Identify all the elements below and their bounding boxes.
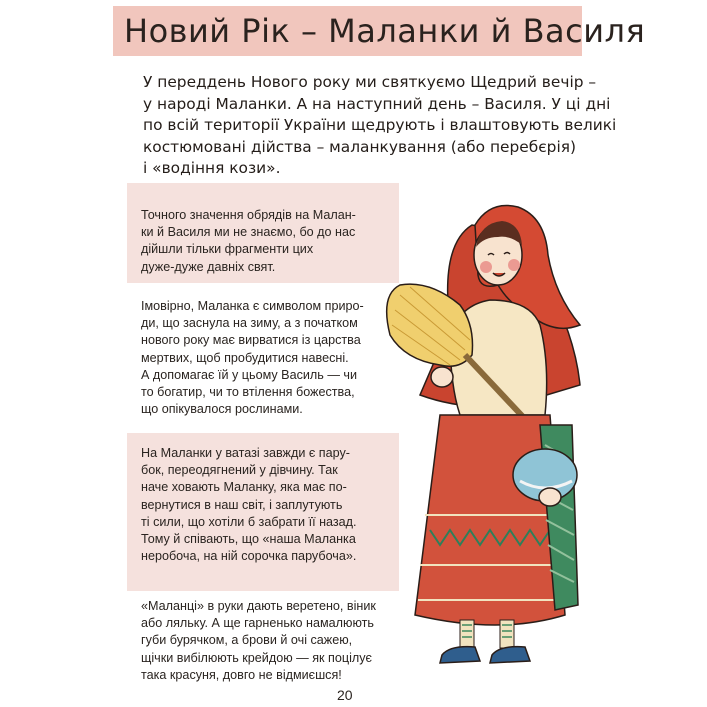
shoe-left-icon [440,647,480,663]
intro-paragraph [143,72,617,180]
paragraph-line: ди, що заснула на зиму, а з початком [141,316,358,331]
intro-line: у народі Маланки. А на наступний день – Василя. У ці дні [143,94,611,113]
paragraph-line: Тому й співають, що «наша Маланка [141,532,356,547]
intro-line: по всій території України щедрують і влаштовують великі [143,116,617,135]
shoe-right-icon [490,647,530,663]
paragraph-line: Імовірно, Маланка є символом приро- [141,299,364,313]
paragraph-malanka-symbol [141,298,401,418]
paragraph-line: А допомагає їй у цьому Василь — чи [141,367,358,382]
paragraph-line: дуже-дуже давніх свят. [141,259,276,274]
intro-line: У переддень Нового року ми святкуємо Щедрий вечір – [143,73,597,91]
intro-line: і «водіння кози». [143,159,281,178]
paragraph-malanka-props [141,598,401,684]
paragraph-line: щічки вибілюють крейдою — як поцілує [141,650,372,665]
paragraph-line: На Маланки у ватазі завжди є пару- [141,446,350,460]
intro-line: костюмовані дійства – маланкування (або перебєрія) [143,137,576,156]
paragraph-line: ті сили, що хотіли б забрати її назад. [141,514,357,529]
paragraph-line: «Маланці» в руки дають веретено, віник [141,599,376,613]
paragraph-line: губи бурячком, а брови й очі сажею, [141,633,353,648]
paragraph-line: бок, переодягнений у дівчину. Так [141,463,338,478]
paragraph-line: нового року має вирватися із царства [141,333,361,348]
malanka-illustration [380,185,590,685]
text-box-rituals [127,183,399,283]
paragraph-line: Точного значення обрядів на Малан- [141,208,356,222]
text-box-disguise [127,433,399,591]
paragraph-line: вернутися в наш світ, і заплутують [141,497,343,512]
page-number: 20 [337,687,353,703]
paragraph-line: або ляльку. А ще гарненько намалюють [141,616,374,631]
paragraph-line: неробоча, на ній сорочка парубоча». [141,549,357,564]
paragraph-line: дійшли тільки фрагменти цих [141,242,314,257]
page-title: Новий Рік – Маланки й Василя [124,12,646,50]
paragraph-line: мертвих, щоб пробудитися навесні. [141,350,349,365]
paragraph-line: наче ховають Маланку, яка має по- [141,480,347,495]
paragraph-line: така красуня, довго не відмиєшся! [141,667,342,682]
paragraph-line: то богатир, чи то втілення божества, [141,385,355,400]
paragraph-line: що опікувалося рослинами. [141,402,303,417]
paragraph-line: ки й Василя ми не знаємо, бо до нас [141,225,356,240]
